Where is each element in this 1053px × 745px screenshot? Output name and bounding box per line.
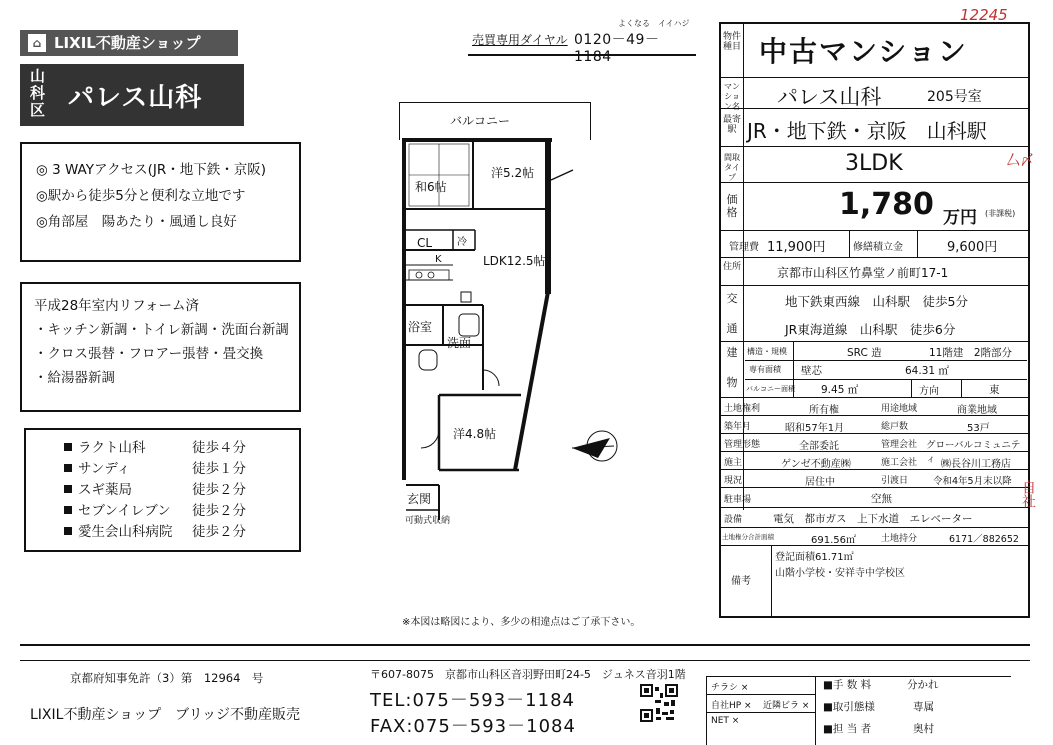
property-table: [719, 22, 1030, 618]
remarks-label: 備考: [731, 576, 751, 587]
row-building: [721, 342, 1028, 398]
row-address: [721, 258, 1028, 286]
address-label: 住所: [722, 262, 741, 272]
property-type: 中古マンション: [759, 35, 968, 68]
station: JR・地下鉄・京阪 山科駅: [747, 119, 987, 143]
company-name: LIXIL不動産ショップ ブリッジ不動産販売: [30, 707, 301, 723]
handwritten-mark: 厶〆: [1006, 153, 1034, 169]
neighborhood-flyer-status: 近隣ビラ ×: [763, 701, 810, 711]
row-station: [721, 109, 1028, 147]
tax-note: (非課税): [985, 209, 1016, 218]
plan-note: ※本図は略図により、多少の相違点はご了承下さい。: [402, 617, 641, 628]
fridge-label: 冷: [457, 237, 467, 248]
tel: TEL:075－593－1184: [370, 690, 575, 711]
price-label: 価格: [726, 193, 738, 219]
area-label: 専有面積: [749, 365, 781, 374]
station-label: 最寄駅: [722, 115, 741, 135]
nearby-row: ラクト山科: [64, 436, 146, 460]
floors: 11階建 2階部分: [929, 347, 1013, 359]
nearby-box: [24, 428, 301, 552]
row-price: [721, 183, 1028, 231]
kanri-fee: 11,900円: [767, 240, 826, 255]
access-label-2: 通: [726, 322, 738, 335]
row-remarks: [721, 546, 1028, 616]
madori: 3LDK: [845, 151, 903, 176]
nearby-walk: 徒歩１分: [192, 461, 246, 477]
kitchen-label: K: [435, 254, 442, 265]
handwritten-number: 12245: [960, 6, 1008, 24]
bullet-square-icon: [64, 464, 72, 472]
price-unit: 万円: [943, 208, 977, 228]
address: 京都市山科区竹鼻堂ノ前町17-1: [777, 266, 949, 280]
footer-rule-2: [20, 660, 1030, 661]
bullet-square-icon: [64, 443, 72, 451]
row-built: 築年月 昭和57年1月 総戸数 53戸: [721, 416, 1028, 434]
staff: 奥村: [913, 723, 934, 735]
mansion-name: パレス山科: [777, 85, 882, 109]
row-builder: 施主 ゲンゼ不動産㈱ 施工会社 ㈱長谷川工務店: [721, 452, 1028, 470]
building-title-bar: [20, 64, 244, 126]
net-status: NET ×: [711, 716, 740, 726]
room-western-2: 洋4.8帖: [453, 427, 497, 441]
mode: 専属: [913, 701, 934, 713]
access-2: JR東海道線 山科駅 徒歩6分: [785, 322, 956, 337]
mode-label: ■取引態様: [823, 701, 875, 713]
madori-label: 間取タイプ: [724, 153, 740, 182]
closet-label: CL: [417, 236, 433, 250]
remarks-1: 登記面積61.71㎡: [775, 552, 854, 563]
feature-item: ◎ 3 WAYアクセス(JR・地下鉄・京阪): [36, 162, 266, 178]
house-logo-icon: ⌂: [28, 34, 46, 52]
structure: SRC 造: [847, 347, 882, 359]
row-parking: 駐車場 空無: [721, 488, 1028, 508]
reform-item: ・給湯器新調: [34, 370, 115, 386]
dial-label: 売買専用ダイヤル: [472, 33, 568, 47]
brand-banner: [20, 30, 238, 56]
area: 64.31 ㎡: [905, 365, 949, 377]
nearby-walk: 徒歩２分: [192, 503, 246, 519]
ward-label: 山科区: [30, 67, 46, 119]
compass-north-icon: [570, 426, 626, 466]
row-site: 土地権分合計面積 691.56㎡ 土地持分 6171／882652: [721, 528, 1028, 546]
qr-code-icon: [640, 684, 678, 722]
brand-name: LIXIL不動産ショップ: [54, 34, 201, 52]
reform-box: [20, 282, 301, 412]
room-ldk: LDK12.5帖: [483, 254, 546, 268]
row-status: 現況 居住中 引渡日 令和4年5月末以降: [721, 470, 1028, 488]
nearby-row: セブンイレブン: [64, 499, 171, 523]
room-genkan: 玄関: [407, 492, 432, 506]
mansion-label: マンション名: [724, 82, 740, 111]
dial-ruby: よくなる イイハジ: [618, 19, 690, 28]
access-label-1: 交: [726, 292, 738, 305]
row-land: 土地権利 所有権 用途地域 商業地域: [721, 398, 1028, 416]
bullet-square-icon: [64, 506, 72, 514]
reform-item: ・クロス張替・フロアー張替・畳交換: [34, 346, 264, 362]
row-type: [721, 24, 1028, 78]
direction: 東: [989, 384, 1000, 396]
row-equipment: 設備 電気 都市ガス 上下水道 エレベーター: [721, 508, 1028, 528]
dial-banner: [468, 19, 696, 65]
shuzen-fee: 9,600円: [947, 240, 998, 255]
area-type: 壁芯: [801, 365, 822, 377]
license: 京都府知事免許（3）第 12964 号: [70, 671, 264, 685]
staff-label: ■担 当 者: [823, 723, 872, 735]
fee-label: ■手 数 料: [823, 679, 872, 691]
dial-number: 0120－49－1184: [574, 32, 660, 65]
row-fees: [721, 231, 1028, 258]
row-mansion: [721, 78, 1028, 109]
nearby-walk: 徒歩２分: [192, 524, 246, 540]
storage-label: 可動式収納: [405, 516, 451, 526]
reform-item: ・キッチン新調・トイレ新調・洗面台新調: [34, 322, 289, 338]
remarks-2: 山階小学校・安祥寺中学校区: [775, 568, 905, 579]
building-label-2: 物: [726, 376, 738, 389]
row-management: 管理形態 全部委託 管理会社 グローバルコミュニティ: [721, 434, 1028, 452]
building-name: パレス山科: [68, 83, 203, 113]
price: 1,780: [839, 187, 934, 222]
building-label-1: 建: [726, 346, 738, 359]
room-western-1: 洋5.2帖: [491, 166, 535, 180]
company-address: 〒607-8075 京都市山科区音羽野田町24-5 ジュネス音羽1階: [370, 668, 686, 681]
room-number: 205号室: [927, 89, 982, 105]
bullet-square-icon: [64, 527, 72, 535]
fax: FAX:075－593－1084: [370, 716, 576, 737]
row-madori: [721, 147, 1028, 183]
balcony-area-label: バルコニー面積: [746, 385, 795, 393]
room-senmen: 洗面: [447, 336, 472, 350]
nearby-row: スギ薬局: [64, 478, 132, 502]
feature-item: ◎駅から徒歩5分と便利な立地です: [36, 188, 246, 204]
nearby-walk: 徒歩２分: [192, 482, 246, 498]
bullet-square-icon: [64, 485, 72, 493]
room-bath: 浴室: [408, 320, 433, 334]
footer-rule: [20, 644, 1030, 646]
room-washitsu: 和6帖: [415, 180, 447, 194]
reform-item: 平成28年室内リフォーム済: [34, 298, 200, 314]
nearby-row: サンディ: [64, 457, 130, 481]
access-1: 地下鉄東西線 山科駅 徒歩5分: [785, 294, 968, 309]
kanri-label: 管理費: [729, 242, 759, 253]
balcony-area: 9.45 ㎡: [821, 384, 859, 396]
features-box: [20, 142, 301, 262]
footer-status-box: [706, 676, 1011, 745]
fee: 分かれ: [907, 679, 939, 691]
direction-label: 方向: [919, 386, 939, 397]
hp-status: 自社HP ×: [711, 701, 752, 711]
structure-label: 構造・規模: [747, 347, 787, 356]
row-access: [721, 286, 1028, 342]
nearby-row: 愛生会山科病院: [64, 520, 173, 544]
balcony-label: バルコニー: [450, 114, 511, 128]
flyer-status: チラシ ×: [711, 683, 749, 693]
type-label: 物件種目: [722, 32, 741, 52]
shuzen-label: 修繕積立金: [853, 242, 903, 253]
handwritten-note: 自社: [1020, 480, 1036, 508]
feature-item: ◎角部屋 陽あたり・風通し良好: [36, 214, 237, 230]
nearby-walk: 徒歩４分: [192, 440, 246, 456]
